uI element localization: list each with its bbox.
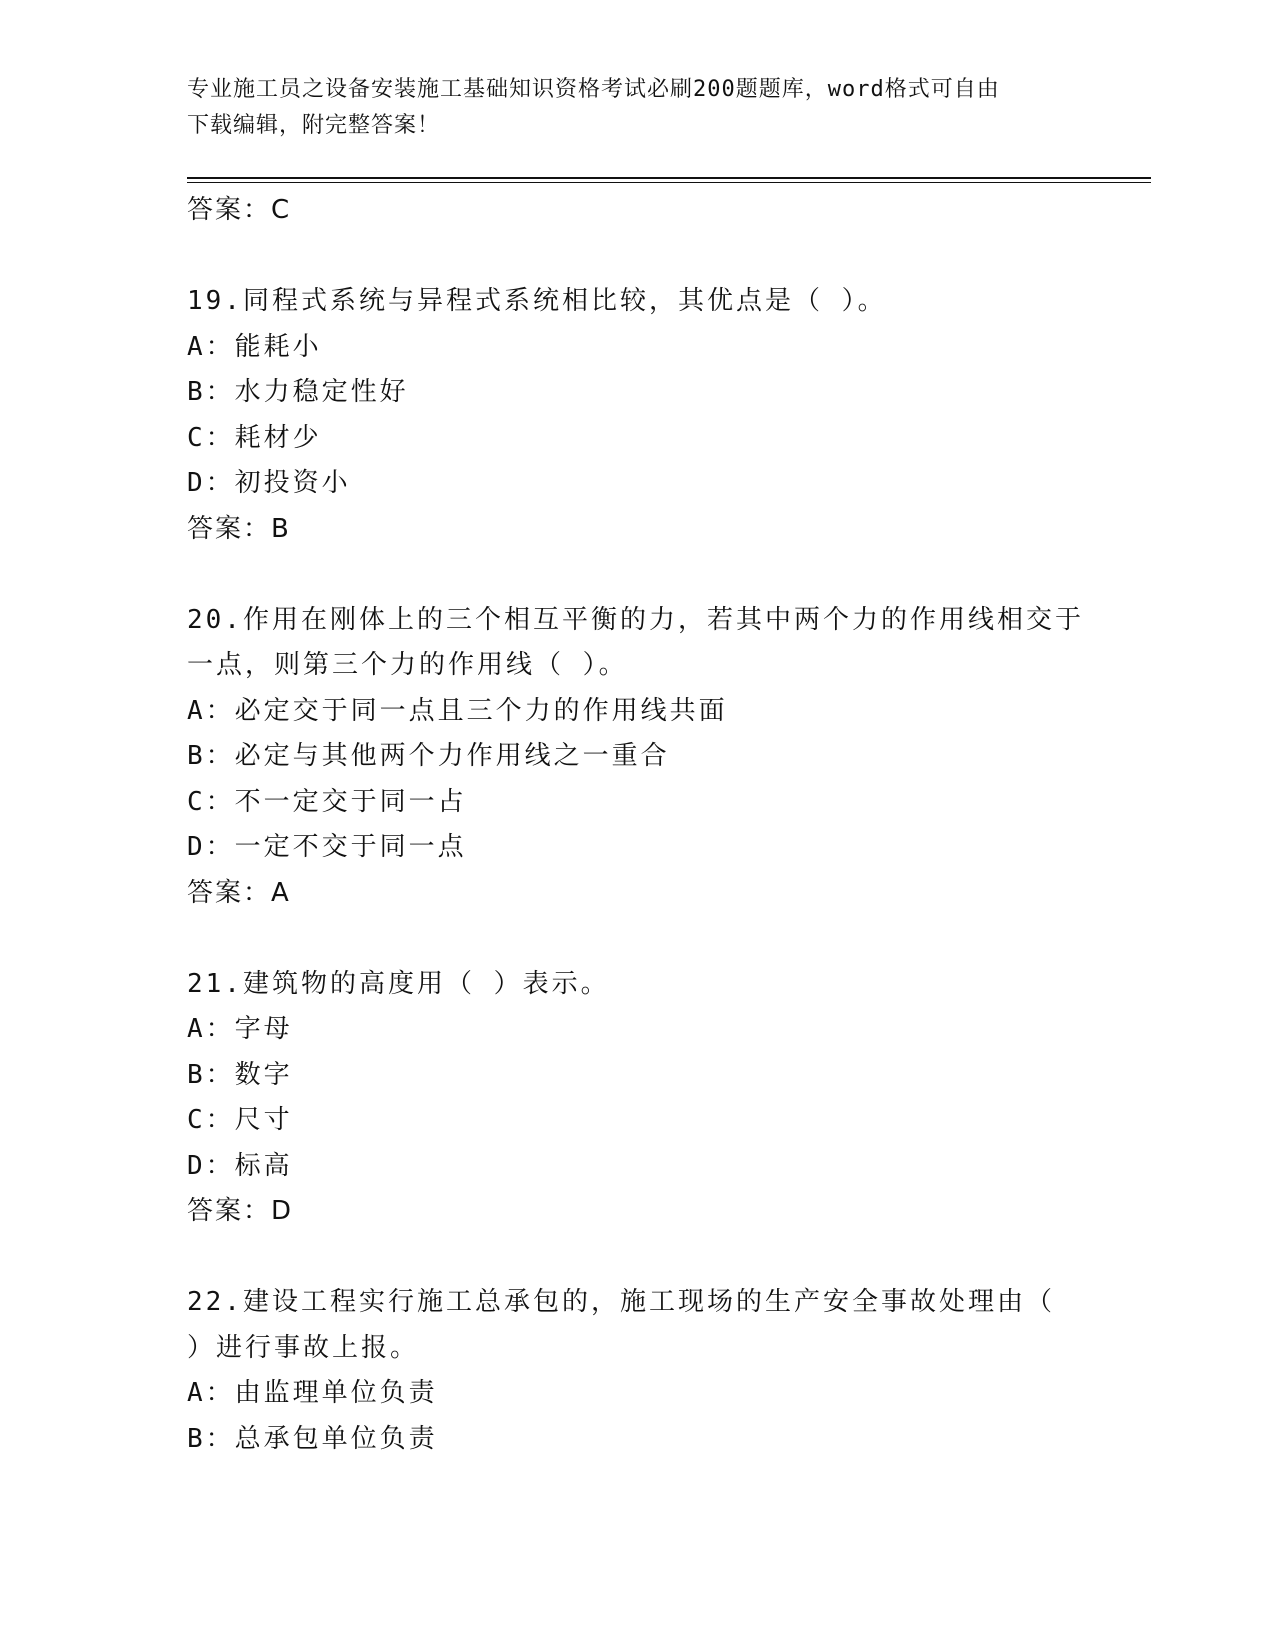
option-a: A：能耗小 <box>187 331 322 362</box>
document-header <box>187 72 1087 144</box>
question-stem-line-1: 22.建设工程实行施工总承包的，施工现场的生产安全事故处理由（ <box>187 1287 1055 1317</box>
option-b: B：数字 <box>187 1059 293 1090</box>
option-a: A：字母 <box>187 1014 293 1044</box>
option-d: D：初投资小 <box>187 468 351 498</box>
question-stem-line-2: 一点，则第三个力的作用线（ ）。 <box>187 650 628 680</box>
header-divider-thin <box>187 182 1151 183</box>
header-divider-thick <box>187 177 1151 179</box>
option-c: C：尺寸 <box>187 1105 293 1135</box>
question-stem-line-1: 20.作用在刚体上的三个相互平衡的力，若其中两个力的作用线相交于 <box>187 604 1084 635</box>
option-b: B：必定与其他两个力作用线之一重合 <box>187 741 670 771</box>
option-c: C：不一定交于同一占 <box>187 786 467 817</box>
question-list <box>187 188 1087 1462</box>
option-d: D：一定不交于同一点 <box>187 832 467 862</box>
option-b: B：总承包单位负责 <box>187 1423 438 1454</box>
answer-line: 答案：B <box>187 513 291 544</box>
question-22 <box>187 1280 1087 1462</box>
option-b: B：水力稳定性好 <box>187 377 409 407</box>
option-c: C：耗材少 <box>187 422 322 453</box>
question-21 <box>187 962 1087 1235</box>
header-line-2: 下载编辑，附完整答案！ <box>187 113 441 138</box>
option-a: A：由监理单位负责 <box>187 1378 438 1408</box>
question-stem: 21.建筑物的高度用（ ）表示。 <box>187 968 610 999</box>
question-20 <box>187 598 1087 917</box>
answer-line: 答案：C <box>187 195 292 225</box>
spacer <box>187 1235 1087 1281</box>
answer-line: 答案：D <box>187 1196 294 1226</box>
question-stem-line-2: ）进行事故上报。 <box>187 1332 420 1363</box>
spacer <box>187 916 1087 962</box>
option-a: A：必定交于同一点且三个力的作用线共面 <box>187 695 728 726</box>
spacer <box>187 552 1087 598</box>
question-19 <box>187 279 1087 552</box>
option-d: D：标高 <box>187 1150 293 1181</box>
answer-line: 答案：A <box>187 877 291 908</box>
question-stem: 19.同程式系统与异程式系统相比较，其优点是（ ）。 <box>187 286 887 316</box>
header-line-1: 专业施工员之设备安装施工基础知识资格考试必刷200题题库，word格式可自由 <box>187 77 1000 102</box>
spacer <box>187 234 1087 280</box>
